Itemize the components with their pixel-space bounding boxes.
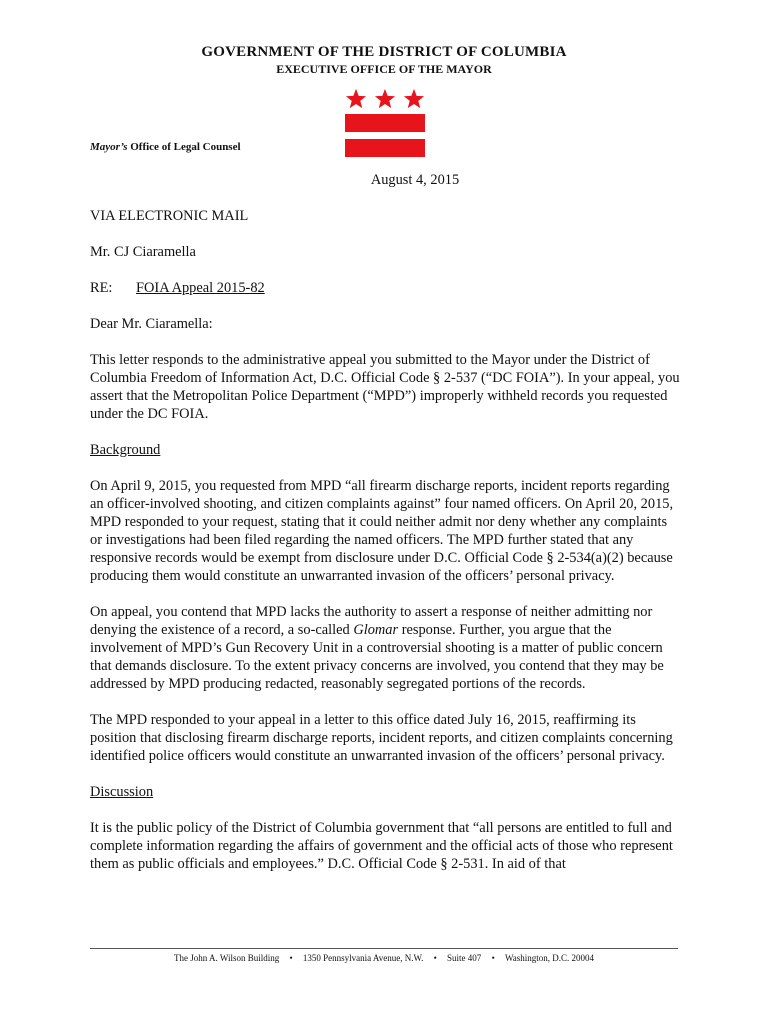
star-icon (403, 88, 425, 110)
flag-bar (345, 114, 425, 132)
delivery-method: VIA ELECTRONIC MAIL (90, 208, 249, 224)
letter-body (90, 171, 680, 873)
office-title: EXECUTIVE OFFICE OF THE MAYOR (276, 62, 492, 76)
footer-address: The John A. Wilson Building • 1350 Pennsylvania Avenue, N.W. • Suite 407 • Washington, D.C. 20004 (174, 953, 594, 963)
flag-bar (345, 139, 425, 157)
footer-divider (90, 948, 678, 949)
appeal-paragraph: On appeal, you contend that MPD lacks the authority to assert a response of neither admitting nor denying the existence of a record, a so-called Glomar response. Further, you argue that the involvement of MPD’s Gun Recovery Unit in a controversial shooting is a matter of public concern that demands disclosure. To the extent privacy concerns are involved, you contend that they may be addressed by MPD producing redacted, reasonably segregated portions of the records. (90, 604, 664, 692)
government-title: GOVERNMENT OF THE DISTRICT OF COLUMBIA (201, 44, 567, 60)
re-subject: FOIA Appeal 2015-82 (136, 280, 265, 296)
salutation: Dear Mr. Ciaramella: (90, 316, 213, 332)
mpd-response-paragraph: The MPD responded to your appeal in a letter to this office dated July 16, 2015, reaffirming its position that disclosing firearm discharge reports, incident reports, and citizen complaints concerning identified police officers would constitute an unwarranted invasion of the officers’ personal privacy. (90, 712, 673, 764)
star-icon (345, 88, 367, 110)
discussion-heading: Discussion (90, 784, 154, 800)
background-paragraph: On April 9, 2015, you requested from MPD “all firearm discharge reports, incident reports regarding an officer-involved shooting, and citizen complaints against” four named officers. On April 20, 2015, MPD responded to your request, stating that it could neither admit nor deny whether any complaints or investigations had been filed regarding the named officers. The MPD further stated that any responsive records would be exempt from disclosure under D.C. Official Code § 2-534(a)(2) because producing them would constitute an unwarranted invasion of the officers’ personal privacy. (90, 478, 674, 584)
legal-counsel-label: Mayor’s Office of Legal Counsel (90, 141, 241, 153)
re-label: RE: (90, 280, 113, 296)
re-line (90, 279, 680, 297)
recipient: Mr. CJ Ciaramella (90, 244, 196, 260)
dc-flag-logo (343, 88, 427, 158)
background-heading: Background (90, 442, 161, 458)
star-icon (374, 88, 396, 110)
intro-paragraph: This letter responds to the administrative appeal you submitted to the Mayor under the District of Columbia Freedom of Information Act, D.C. Official Code § 2-537 (“DC FOIA”). In your appeal, you assert that the Metropolitan Police Department (“MPD”) improperly withheld records you requested under the DC FOIA. (90, 352, 680, 422)
discussion-paragraph: It is the public policy of the District of Columbia government that “all persons are entitled to full and complete information regarding the affairs of government and the official acts of those who represent them as public officials and employees.” D.C. Official Code § 2-531. In aid of that (90, 820, 673, 872)
letter-date: August 4, 2015 (370, 172, 460, 188)
letterhead (0, 44, 768, 77)
